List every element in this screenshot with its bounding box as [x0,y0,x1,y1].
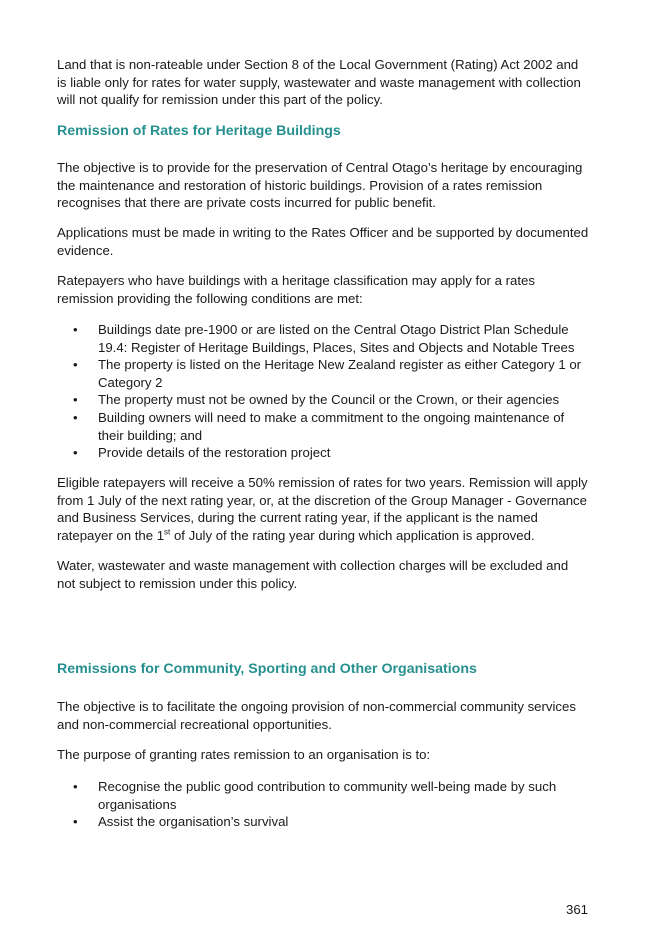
community-purposes-list [57,778,590,831]
list-item-text: Provide details of the restoration project [98,445,331,461]
bullet-glyph: • [73,392,78,408]
list-item-text: Buildings date pre-1900 or are listed on the Central Otago District Plan Schedule 19.4: Register of Heritage Buildings, Places, Sites and Objects and Notable Trees [98,322,575,355]
list-item-text: The property is listed on the Heritage New Zealand register as either Category 1 or Category 2 [98,357,582,390]
heritage-conditions-list [57,321,590,462]
bullet-glyph: • [73,779,78,794]
list-item [57,444,590,462]
ordinal-suffix: st [164,527,171,537]
bullet-glyph: • [73,409,78,425]
list-item [57,391,590,409]
bullet-glyph: • [73,445,78,461]
heritage-applications-paragraph: Applications must be made in writing to the Rates Officer and be supported by documented evidence. [57,225,589,258]
heritage-exclusions-paragraph: Water, wastewater and waste management with collection charges will be excluded and not subject to remission under this policy. [57,558,569,591]
heritage-objective-paragraph: The objective is to provide for the preservation of Central Otago’s heritage by encouraging the maintenance and restoration of historic buildings. Provision of a rates remission recognises that there are private costs incurred for public benefit. [57,160,583,211]
list-item [57,321,590,356]
list-item-text: Assist the organisation’s survival [98,814,289,830]
bullet-glyph: • [73,814,78,830]
bullet-glyph: • [73,322,78,337]
list-item [57,778,590,813]
list-item-text: The property must not be owned by the Council or the Crown, or their agencies [98,392,560,408]
list-item [57,356,590,391]
bullet-glyph: • [73,357,78,373]
heritage-conditions-intro: Ratepayers who have buildings with a heritage classification may apply for a rates remission providing the following conditions are met: [57,273,535,306]
community-purpose-intro: The purpose of granting rates remission to an organisation is to: [57,747,431,762]
heritage-heading: Remission of Rates for Heritage Buildings [57,123,341,139]
list-item-text: Recognise the public good contribution to community well-being made by such organisations [98,779,557,812]
list-item [57,813,590,831]
eligibility-text-part1: Eligible ratepayers will receive a 50% remission of rates for two years. Remission will apply from 1 July of the next rating year, or, at the discretion of the Group Manager - Governance and Business Services, during the current rating year, if the applicant is the named ratepayer on the 1 [57,475,588,543]
page-number: 361 [566,902,589,917]
eligibility-text-part2: of July of the rating year during which application is approved. [170,527,535,543]
community-heading: Remissions for Community, Sporting and Other Organisations [57,661,477,677]
community-objective-paragraph: The objective is to facilitate the ongoing provision of non-commercial community services and non-commercial recreational opportunities. [57,699,576,732]
heritage-eligibility-paragraph [57,474,590,544]
intro-paragraph: Land that is non-rateable under Section 8 of the Local Government (Rating) Act 2002 and is liable only for rates for water supply, wastewater and waste management with collection will not qualify for remission under this part of the policy. [57,57,581,108]
list-item-text: Building owners will need to make a commitment to the ongoing maintenance of their building; and [98,409,565,443]
list-item [57,409,590,444]
